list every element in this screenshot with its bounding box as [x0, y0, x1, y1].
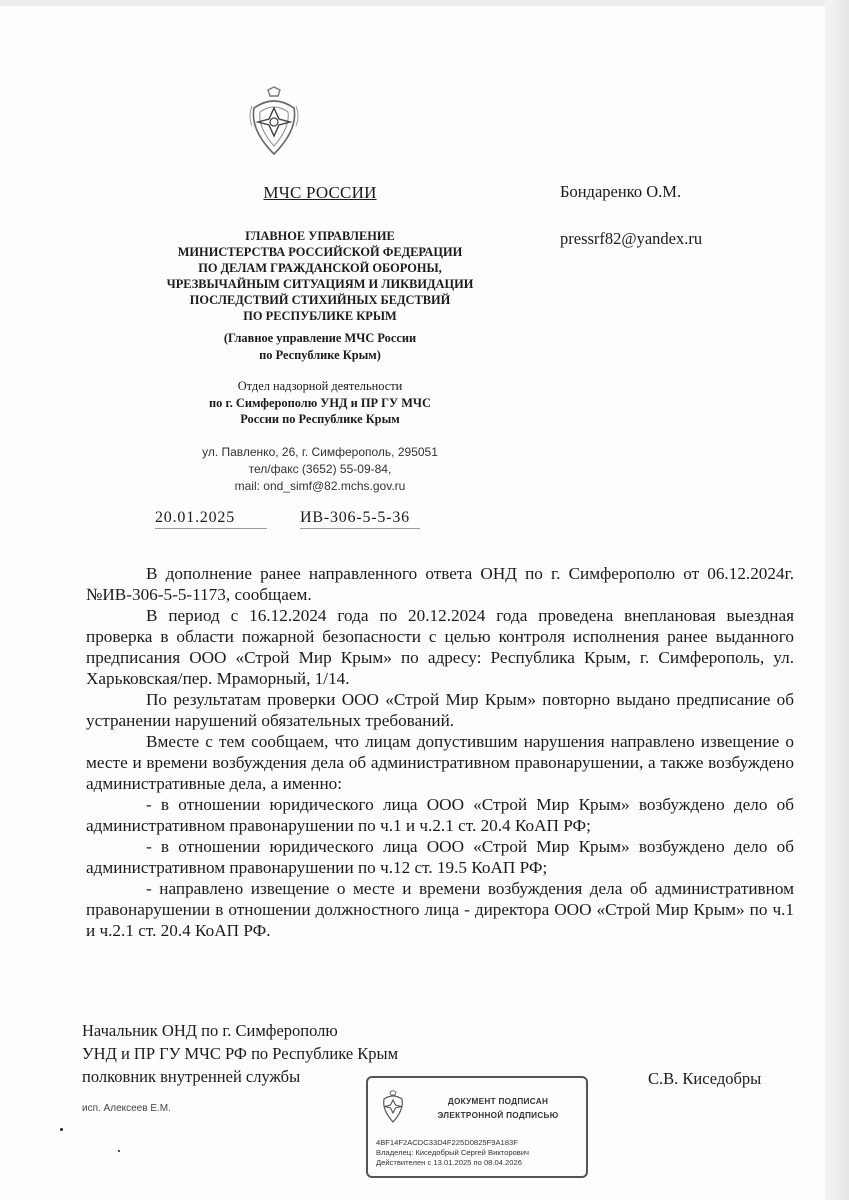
- signer-name: С.В. Киседобры: [648, 1069, 762, 1088]
- recipient-email: pressrf82@yandex.ru: [560, 229, 703, 248]
- scan-right-edge: [825, 0, 849, 1200]
- letter-body: [86, 563, 794, 941]
- paragraph: Вместе с тем сообщаем, что лицам допустившим нарушения направлено извещение о месте и времени возбуждения дела об административном правонарушении, а также возбуждено административные дела, а именно:: [86, 732, 794, 793]
- stamp-title-line: ДОКУМЕНТ ПОДПИСАН: [447, 1097, 549, 1106]
- paragraph: По результатам проверки ООО «Строй Мир Крым» повторно выдано предписание об устранении нарушений обязательных требований.: [86, 690, 794, 730]
- signatory-position: [82, 1019, 398, 1088]
- division-line: России по Республике Крым: [240, 412, 400, 426]
- list-item: - в отношении юридического лица ООО «Строй Мир Крым» возбуждено дело об административном правонарушении по ч.1 и ч.2.1 ст. 20.4 КоАП РФ;: [86, 795, 794, 835]
- emchs-emblem-icon: [246, 86, 302, 158]
- division-name: [100, 378, 540, 428]
- position-line: Начальник ОНД по г. Симферополю: [82, 1021, 338, 1040]
- stamp-title: [414, 1095, 582, 1123]
- department-short-name: [100, 330, 540, 363]
- list-item: - в отношении юридического лица ООО «Строй Мир Крым» возбуждено дело об административном правонарушении по ч.12 ст. 19.5 КоАП РФ;: [86, 837, 794, 877]
- scan-speck: [60, 1128, 63, 1131]
- division-contacts: [100, 444, 540, 495]
- scan-top-edge: [0, 0, 849, 6]
- certificate-owner: Владелец: Киседобрый Сергей Викторович: [376, 1148, 530, 1157]
- registration-number: ИВ-306-5-5-36: [300, 509, 420, 529]
- executor: исп. Алексеев Е.М.: [82, 1103, 171, 1114]
- certificate-validity: Действителен с 13.01.2025 по 08.04.2026: [376, 1158, 522, 1167]
- stamp-emblem-icon: [380, 1090, 406, 1124]
- department-line: ГЛАВНОЕ УПРАВЛЕНИЕ: [245, 229, 395, 243]
- list-item: - направлено извещение о месте и времени возбуждения дела об административном правонарушении в отношении должностного лица - директора ООО «Строй Мир Крым» по ч.1 и ч.2.1 ст. 20.4 КоАП РФ.: [86, 879, 794, 940]
- email: mail: ond_simf@82.mchs.gov.ru: [234, 479, 406, 493]
- registration-date: 20.01.2025: [155, 509, 267, 529]
- position-line: УНД и ПР ГУ МЧС РФ по Республике Крым: [82, 1044, 399, 1063]
- certificate-serial: 4BF14F2ACDC33D4F225D0825F9A183F: [376, 1138, 518, 1147]
- department-line: ПО ДЕЛАМ ГРАЖДАНСКОЙ ОБОРОНЫ,: [198, 261, 442, 275]
- address: ул. Павленко, 26, г. Симферополь, 295051: [202, 445, 438, 459]
- electronic-signature-stamp: [366, 1076, 588, 1178]
- short-name-line: по Республике Крым): [259, 347, 381, 362]
- paragraph: В период с 16.12.2024 года по 20.12.2024 года проведена внеплановая выездная проверка в области пожарной безопасности с целью контроля исполнения ранее выданного предписания ООО «Строй Мир Крым» по адресу: Республика Крым, г. Симферополь, ул. Харьковская/пер. Мраморный, 1/14.: [86, 606, 794, 688]
- paragraph: В дополнение ранее направленного ответа ОНД по г. Симферополю от 06.12.2024г. №ИВ-306-5-5-1173, сообщаем.: [86, 564, 794, 604]
- certificate-info: [376, 1138, 529, 1168]
- phone-fax: тел/факс (3652) 55-09-84,: [248, 462, 392, 476]
- main-department-name: [100, 228, 540, 324]
- division-line: Отдел надзорной деятельности: [237, 379, 403, 393]
- stamp-title-line: ЭЛЕКТРОННОЙ ПОДПИСЬЮ: [437, 1111, 559, 1120]
- department-line: ЧРЕЗВЫЧАЙНЫМ СИТУАЦИЯМ И ЛИКВИДАЦИИ: [166, 277, 474, 291]
- department-line: ПОСЛЕДСТВИЙ СТИХИЙНЫХ БЕДСТВИЙ: [189, 293, 451, 307]
- short-name-line: (Главное управление МЧС России: [223, 331, 417, 345]
- department-line: ПО РЕСПУБЛИКЕ КРЫМ: [243, 309, 397, 323]
- recipient-name: Бондаренко О.М.: [560, 182, 682, 201]
- ministry-title: МЧС РОССИИ: [263, 183, 377, 202]
- position-line: полковник внутренней службы: [82, 1067, 301, 1086]
- division-line: по г. Симферополю УНД и ПР ГУ МЧС: [209, 395, 431, 410]
- scan-speck: [118, 1150, 120, 1152]
- department-line: МИНИСТЕРСТВА РОССИЙСКОЙ ФЕДЕРАЦИИ: [177, 245, 463, 259]
